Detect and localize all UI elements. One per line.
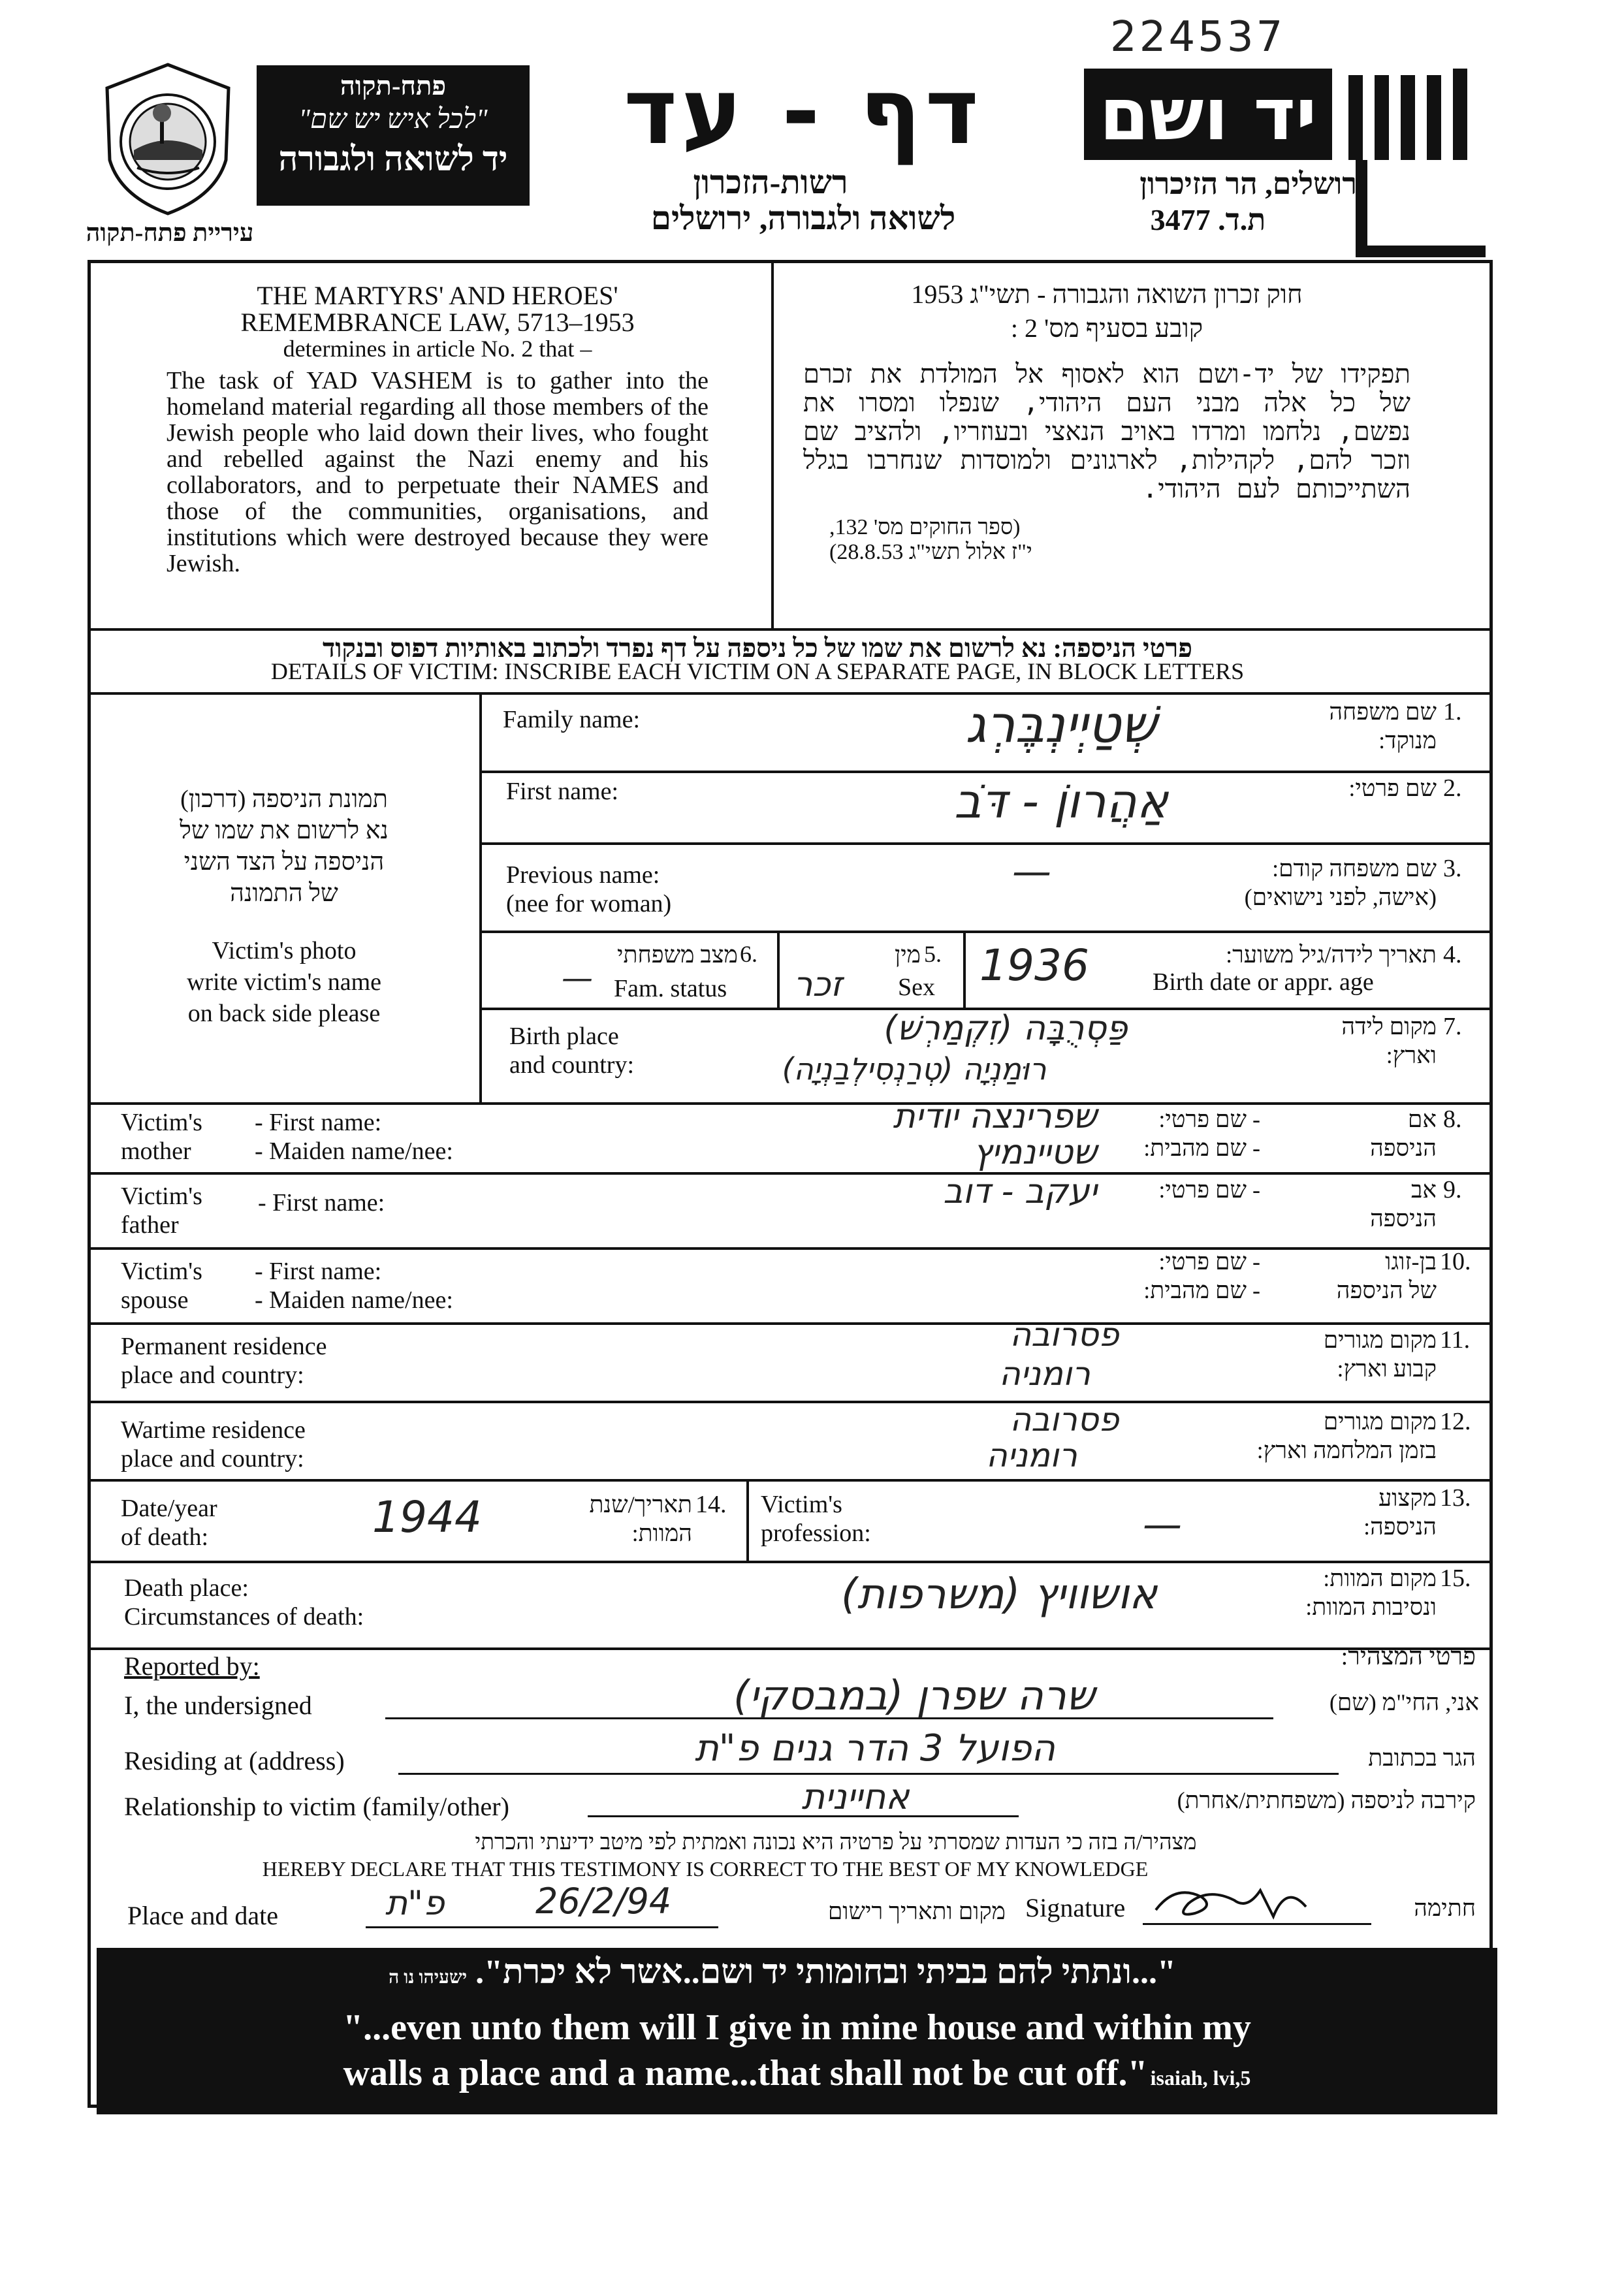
petah-tikva-badge: [257, 65, 530, 206]
sex-label: Sex: [898, 974, 935, 1001]
first-name-value[interactable]: אַהֲרוֹן - דֹּב: [954, 774, 1168, 829]
profession-label-he: [1273, 1484, 1437, 1541]
father-he1: אב: [1411, 1177, 1437, 1203]
photo-he4: של התמונה: [230, 880, 338, 907]
previous-name-label: [506, 861, 671, 918]
spouse-maiden-he: - שם מהבית:: [1143, 1277, 1260, 1303]
previous-name-he2: (אישה, לפני נישואים): [1244, 884, 1437, 910]
birth-place-en2: and country:: [509, 1051, 635, 1079]
field-number-7: 7.: [1443, 1013, 1462, 1040]
footer-he-text: "...ונתתי להם בביתי ובחומותי יד ושם..אשר לא יכרת".: [475, 1954, 1176, 1991]
spouse-en1: Victim's: [121, 1258, 202, 1285]
signature-label: Signature: [1025, 1893, 1126, 1922]
birth-place-he2: וארץ:: [1386, 1042, 1437, 1068]
declare-en: HEREBY DECLARE THAT THIS TESTIMONY IS CORRECT TO THE BEST OF MY KNOWLEDGE: [262, 1857, 1149, 1881]
declare-he: מצהיר/ה בזה כי העדות שמסרתי על פרטיה היא נכונה ואמתית לפי מיטב ידיעתי והכרתי: [475, 1830, 1197, 1854]
wartime-residence-value1[interactable]: פסרובה: [1010, 1401, 1119, 1439]
law-he-title1: חוק זכרון השואה והגבורה - תשי"ג 1953: [911, 279, 1303, 309]
mother-maiden-en: - Maiden name/nee:: [255, 1138, 453, 1165]
badge-line2: "לכל איש יש שם": [298, 104, 488, 135]
perm-residence-value1[interactable]: פסרובה: [1010, 1316, 1119, 1354]
field-number-9: 9.: [1443, 1176, 1462, 1203]
address-value[interactable]: הפועל 3 הדר גנים פ"ת: [694, 1727, 1056, 1770]
field-number-10: 10.: [1440, 1248, 1471, 1275]
signature-mark[interactable]: [1149, 1877, 1319, 1926]
badge-line1: פתח-תקוה: [340, 71, 447, 101]
death-place-he1: מקום המוות:: [1323, 1565, 1437, 1591]
perm-residence-en1: Permanent residence: [121, 1333, 327, 1360]
birth-date-label: Birth date or appr. age: [1153, 968, 1374, 996]
photo-box[interactable]: [91, 784, 477, 1029]
death-date-label-he: [522, 1490, 692, 1548]
mother-maiden-he: - שם מהבית:: [1143, 1135, 1260, 1161]
footer-quote-en1: "...even unto them will I give in mine house and within my: [343, 2007, 1251, 2048]
profession-he1: מקצוע: [1378, 1485, 1437, 1511]
footer-quote-en2-wrap: [97, 2052, 1497, 2094]
relation-value[interactable]: אחיינית: [801, 1776, 910, 1817]
undersigned-label-he: אני, החי"מ (שם): [1329, 1689, 1479, 1715]
undersigned-value[interactable]: שרה שפרן (במבסקי): [733, 1672, 1095, 1719]
first-name-label-he: שם פרטי:: [1348, 775, 1437, 801]
family-name-label-he: [1273, 697, 1437, 755]
law-he-body: תפקידו של יד-ושם הוא לאסוף אל המולדת את זכרם של כל אלה מבני העם היהודי, שנפלו ומסרו את נפשם, נלחמו ומרדו באויב הנאצי ובעוזריו, ולהציב שם וזכר להם, לקהילות, לארגונים ולמוסדות שנחרבו בגלל השתייכותם לעם היהודי.: [803, 359, 1410, 504]
place-date-label: Place and date: [127, 1901, 278, 1930]
family-name-he2: מנוקד:: [1378, 727, 1437, 754]
photo-he1: תמונת הניספה (דרכון): [180, 786, 388, 813]
field-number-5: 5.: [924, 941, 942, 967]
yad-vashem-wordmark: יד ושם: [1084, 69, 1332, 160]
yad-vashem-address2: ת.ד. 3477: [1150, 203, 1266, 236]
relation-label: Relationship to victim (family/other): [124, 1792, 509, 1821]
spouse-he2: של הניספה: [1336, 1277, 1437, 1303]
previous-name-he1: שם משפחה קודם:: [1272, 855, 1437, 882]
address-label-he: הגר בכתובת: [1368, 1745, 1476, 1771]
profession-label: [761, 1490, 871, 1548]
relation-label-he: קירבה לניספה (משפחתית/אחרת): [1177, 1787, 1476, 1813]
field-number-2: 2.: [1443, 774, 1462, 802]
reporter-title-he: פרטי המצהיר:: [1341, 1643, 1476, 1670]
law-en-body: The task of YAD VASHEM is to gather into the homeland material regarding all those members of the Jewish people who laid down their lives, who fought and rebelled against the Nazi enemy and his collaborators, and to perpetuate their NAMES and those of the communities, organisations, and institutions which were destroyed because they were Jewish.: [167, 367, 709, 577]
death-date-en2: of death:: [121, 1523, 209, 1551]
wartime-residence-he2: בזמן המלחמה וארץ:: [1256, 1437, 1437, 1463]
spouse-he1: בן-זוגו: [1385, 1249, 1437, 1275]
profession-en1: Victim's: [761, 1491, 842, 1518]
city-emblem-icon: [98, 62, 238, 215]
date-value[interactable]: 26/2/94: [535, 1881, 672, 1922]
father-first-he: - שם פרטי:: [1158, 1177, 1260, 1203]
law-he-ref1: (ספר החוקים מס' 132,: [829, 515, 1021, 539]
death-place-he2: ונסיבות המוות:: [1305, 1594, 1437, 1620]
death-date-he1: תאריך/שנת: [589, 1491, 692, 1518]
previous-name-label-he: [1077, 854, 1437, 912]
sex-value[interactable]: זכר: [793, 965, 842, 1004]
perm-residence-he2: קבוע וארץ:: [1337, 1356, 1437, 1382]
perm-residence-en2: place and country:: [121, 1361, 304, 1389]
law-en-title1: THE MARTYRS' AND HEROES': [257, 281, 618, 310]
previous-name-en1: Previous name:: [506, 861, 660, 889]
father-first-en: - First name:: [258, 1189, 385, 1217]
previous-name-value[interactable]: —: [1012, 849, 1051, 895]
father-label: [121, 1182, 202, 1239]
birth-place-label: [509, 1022, 634, 1079]
profession-he2: הניספה:: [1363, 1514, 1437, 1540]
badge-line3: יד לשואה ולגבורה: [278, 141, 508, 178]
place-date-label-he: מקום ותאריך רישום: [827, 1898, 1006, 1924]
perm-residence-label-he: [1241, 1326, 1437, 1383]
fam-status-value[interactable]: —: [562, 960, 593, 996]
wartime-residence-en1: Wartime residence: [121, 1416, 306, 1444]
footer-en-ref: isaiah, lvi,5: [1150, 2066, 1251, 2090]
previous-name-en2: (nee for woman): [506, 890, 672, 917]
wartime-residence-label: [121, 1416, 306, 1473]
father-label-he: [1306, 1175, 1437, 1233]
footer-he-ref: ישעיהו נו ה: [389, 1967, 468, 1988]
footer-banner: [97, 1948, 1497, 2114]
photo-en1: Victim's photo: [212, 937, 357, 964]
photo-he3: הניספה על הצד השני: [183, 848, 385, 876]
birth-place-value1[interactable]: פַּסְרֻבָּה (זִקְמַרְשׁ): [884, 1009, 1128, 1048]
field-number-13: 13.: [1440, 1484, 1471, 1512]
spouse-label: [121, 1257, 202, 1314]
wartime-residence-value2[interactable]: רומניה: [986, 1437, 1077, 1474]
family-name-he1: שם משפחה: [1329, 699, 1437, 725]
first-name-label: First name:: [506, 778, 619, 805]
birth-place-he1: מקום לידה: [1341, 1013, 1437, 1040]
city-emblem-caption: עיריית פתח-תקוה: [86, 219, 254, 247]
law-he-ref2: י"ז אלול תשי"ג 28.8.53): [829, 540, 1032, 564]
death-place-value[interactable]: אושוויץ (משרפות): [841, 1570, 1157, 1619]
authority-line1: רשות-הזכרון: [693, 164, 848, 200]
mother-maiden-value[interactable]: שטיינמיץ: [973, 1133, 1097, 1172]
authority-line2: לשואה ולגבורה, ירושלים: [650, 200, 956, 236]
place-value[interactable]: פ"ת: [385, 1884, 445, 1923]
father-en1: Victim's: [121, 1183, 202, 1210]
city-emblem: [98, 62, 238, 215]
details-header-en: DETAILS OF VICTIM: INSCRIBE EACH VICTIM ON A SEPARATE PAGE, IN BLOCK LETTERS: [270, 658, 1245, 684]
spouse-label-he: [1280, 1247, 1437, 1305]
mother-label-he: [1306, 1105, 1437, 1162]
yad-vashem-address1: ירושלים, הר הזיכרון: [1139, 167, 1365, 200]
signature-label-he: חתימה: [1414, 1895, 1476, 1921]
wartime-residence-he1: מקום מגורים: [1323, 1408, 1437, 1435]
field-number-12: 12.: [1440, 1408, 1471, 1435]
yad-vashem-logo: [1084, 62, 1489, 271]
perm-residence-value2[interactable]: רומניה: [999, 1355, 1091, 1393]
photo-en3: on back side please: [187, 1000, 381, 1027]
family-name-label: Family name:: [503, 706, 641, 733]
spouse-maiden-en: - Maiden name/nee:: [255, 1286, 453, 1314]
mother-subfields-he: [1104, 1105, 1260, 1162]
death-date-en1: Date/year: [121, 1495, 217, 1522]
spouse-subfields-he: [1104, 1247, 1260, 1305]
mother-en1: Victim's: [121, 1109, 202, 1136]
wartime-residence-label-he: [1175, 1407, 1437, 1465]
father-he2: הניספה: [1370, 1205, 1437, 1232]
death-place-en1: Death place:: [124, 1574, 249, 1602]
birth-date-label-he: תאריך לידה/גיל משוער:: [1226, 942, 1437, 968]
mother-he2: הניספה: [1370, 1135, 1437, 1161]
spouse-subfields: [255, 1257, 453, 1314]
profession-value[interactable]: —: [1143, 1502, 1182, 1548]
spouse-en2: spouse: [121, 1286, 189, 1314]
spouse-first-en: - First name:: [255, 1258, 382, 1285]
mother-he1: אם: [1407, 1106, 1437, 1132]
mother-label: [121, 1108, 202, 1166]
mother-first-value[interactable]: שפרינצה יודית: [893, 1097, 1097, 1136]
law-english: [167, 282, 709, 577]
law-hebrew: [803, 278, 1410, 565]
law-he-title2: קובע בסעיף מס' 2 :: [1010, 313, 1203, 343]
reporter-title: Reported by:: [124, 1651, 260, 1681]
photo-he2: נא לרשום את שמו של: [180, 817, 389, 844]
mother-first-en: - First name:: [255, 1109, 382, 1136]
details-header-he: פרטי הניספה: נא לרשום את שמו של כל ניספה על דף נפרד ולכתוב באותיות דפוס ובנקוד: [322, 633, 1193, 663]
profession-en2: profession:: [761, 1519, 871, 1547]
field-number-3: 3.: [1443, 855, 1462, 882]
perm-residence-label: [121, 1332, 326, 1390]
archive-number: 224537: [1110, 13, 1286, 61]
mother-first-he: - שם פרטי:: [1158, 1106, 1260, 1132]
law-en-title3: determines in article No. 2 that –: [283, 336, 592, 362]
death-date-value[interactable]: 1944: [372, 1492, 482, 1542]
birth-place-value2[interactable]: רוּמַנְיָה (טְרַנְסִילְבַנְיָה): [782, 1051, 1047, 1087]
family-name-value[interactable]: שְׁטַיְינְבֶּרְג: [965, 695, 1157, 754]
father-en2: father: [121, 1211, 179, 1239]
death-place-label-he: [1228, 1564, 1437, 1621]
mother-en2: mother: [121, 1138, 191, 1165]
death-date-label: [121, 1494, 217, 1551]
sex-label-he: מין: [895, 942, 921, 968]
footer-quote-he: [97, 1953, 1468, 1992]
field-number-6: 6.: [740, 941, 757, 967]
wartime-residence-en2: place and country:: [121, 1445, 304, 1472]
footer-quote-en2: walls a place and a name...that shall not be cut off.": [343, 2053, 1148, 2093]
undersigned-label: I, the undersigned: [124, 1691, 312, 1720]
birth-place-label-he: [1273, 1012, 1437, 1070]
fam-status-label-he: מצב משפחתי: [617, 942, 738, 968]
field-number-1: 1.: [1443, 698, 1462, 725]
signature-scribble-icon: [1149, 1877, 1319, 1926]
mother-subfields: [255, 1108, 453, 1166]
field-number-4: 4.: [1443, 941, 1462, 968]
fam-status-label: Fam. status: [614, 975, 727, 1002]
death-place-label: [124, 1574, 364, 1631]
page-title: דף - עד: [624, 59, 983, 165]
photo-en2: write victim's name: [186, 968, 382, 996]
spouse-first-he: - שם פרטי:: [1158, 1249, 1260, 1275]
law-en-title2: REMEMBRANCE LAW, 5713–1953: [240, 308, 635, 337]
field-number-15: 15.: [1440, 1565, 1471, 1592]
father-first-value[interactable]: יעקב - דוב: [943, 1172, 1097, 1211]
death-place-en2: Circumstances of death:: [124, 1603, 364, 1631]
birth-date-value[interactable]: 1936: [979, 940, 1089, 991]
address-label: Residing at (address): [124, 1746, 345, 1775]
perm-residence-he1: מקום מגורים: [1323, 1327, 1437, 1353]
death-date-he2: המוות:: [631, 1520, 692, 1546]
field-number-8: 8.: [1443, 1106, 1462, 1133]
field-number-11: 11.: [1440, 1326, 1471, 1354]
field-number-14: 14.: [695, 1491, 727, 1518]
birth-place-en1: Birth place: [509, 1023, 619, 1050]
